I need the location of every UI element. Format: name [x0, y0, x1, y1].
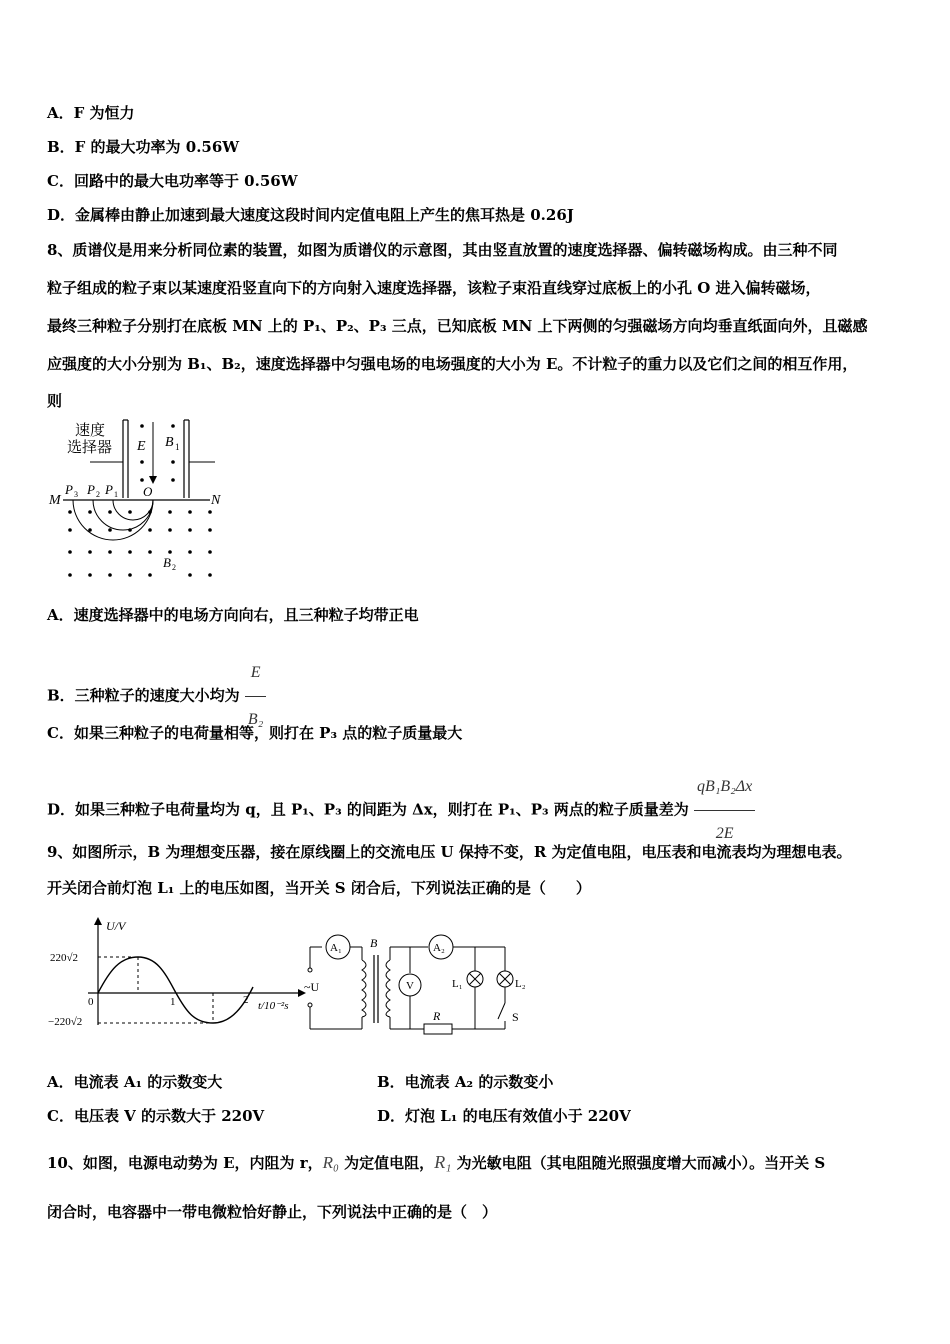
fig-P1-label: P — [105, 482, 113, 497]
fig-B1-sub: 1 — [175, 442, 180, 452]
q10-stem-line1 — [47, 1150, 825, 1175]
q9-option-c: C．电压表 V 的示数大于 220V — [47, 1107, 265, 1125]
graph-tick2-label: 2 — [243, 994, 249, 1006]
fig-O-label: O — [143, 484, 153, 499]
fig-E-label: E — [137, 439, 146, 454]
fraction-numerator: qB₁B₂Δx — [694, 764, 755, 811]
q10-text-3: 为光敏电阻（其电阻随光照强度增大而减小）。当开关 S — [451, 1154, 826, 1172]
q9-option-a: A．电流表 A₁ 的示数变大 — [47, 1073, 223, 1091]
fig-M-label: M — [49, 493, 61, 508]
q10-stem-line2: 闭合时，电容器中一带电微粒恰好静止，下列说法中正确的是（ ） — [47, 1203, 498, 1221]
graph-origin-label: 0 — [88, 996, 94, 1008]
fig-P2-sub: 2 — [96, 490, 100, 499]
q8-stem-line1: 8、质谱仪是用来分析同位素的装置，如图为质谱仪的示意图，其由竖直放置的速度选择器、偏转磁场构成。由三种不同 — [47, 241, 838, 259]
q9-option-d: D．灯泡 L₁ 的电压有效值小于 220V — [377, 1107, 631, 1125]
graph-tick1-label: 1 — [170, 996, 176, 1008]
q8-stem-line5: 则 — [47, 392, 63, 410]
voltage-time-graph — [48, 915, 308, 1035]
q10-text-2: 为定值电阻， — [338, 1154, 435, 1172]
transformer-circuit — [300, 925, 540, 1040]
circuit-U-label: ~U — [304, 980, 320, 994]
fig-label-selector: 选择器 — [67, 440, 113, 456]
circuit-L1-label: L₁ — [452, 978, 463, 990]
graph-xlabel: t/10⁻²s — [258, 1000, 289, 1012]
q7-option-d: D．金属棒由静止加速到最大速度这段时间内定值电阻上产生的焦耳热是 0.26J — [47, 206, 574, 224]
circuit-A2-label: A₂ — [433, 942, 445, 954]
sine-curve — [98, 957, 253, 1023]
fig-label-speed: 速度 — [75, 423, 106, 439]
q7-option-b: B．F 的最大功率为 0.56W — [47, 138, 240, 156]
q7-option-a: A．F 为恒力 — [47, 104, 135, 122]
circuit-L2-label: L₂ — [515, 978, 526, 990]
circuit-S-label: S — [512, 1010, 519, 1024]
q8-stem-line2: 粒子组成的粒子束以某速度沿竖直向下的方向射入速度选择器，该粒子束沿直线穿过底板上的小孔 O 进入偏转磁场， — [47, 279, 821, 297]
q8-option-d-text: D．如果三种粒子电荷量均为 q，且 P₁、P₃ 的间距为 Δx，则打在 P₁、P₃ 两点的粒子质量差为 — [47, 800, 689, 819]
fraction-numerator: E — [245, 650, 266, 697]
fig-B1-label: B — [165, 435, 174, 450]
q8-stem-line4: 应强度的大小分别为 B₁、B₂，速度选择器中匀强电场的电场强度的大小为 E。不计粒子的重力以及它们之间的相互作用， — [47, 355, 858, 373]
q9-option-b: B．电流表 A₂ 的示数变小 — [377, 1073, 554, 1091]
graph-ylabel: U/V — [106, 919, 126, 933]
q8-option-c: C．如果三种粒子的电荷量相等，则打在 P₃ 点的粒子质量最大 — [47, 724, 463, 742]
fraction-denominator: 2E — [715, 825, 734, 842]
q8-option-b-text: B．三种粒子的速度大小均为 — [47, 686, 240, 705]
graph-ymax-label: 220√2 — [50, 952, 79, 964]
q8-option-a: A．速度选择器中的电场方向向右，且三种粒子均带正电 — [47, 606, 419, 624]
q9-stem-line2: 开关闭合前灯泡 L₁ 上的电压如图，当开关 S 闭合后，下列说法正确的是（ ） — [47, 879, 591, 897]
q8-stem-line3: 最终三种粒子分别打在底板 MN 上的 P₁、P₂、P₃ 三点，已知底板 MN 上下两侧的匀强磁场方向均垂直纸面向外，且磁感 — [47, 317, 868, 335]
circuit-B-label: B — [370, 936, 378, 950]
fraction-denominator: B₂ — [247, 711, 264, 728]
fig-N-label: N — [211, 493, 221, 508]
q10-R0-symbol: R₀ — [322, 1153, 339, 1172]
q7-option-c: C．回路中的最大电功率等于 0.56W — [47, 172, 298, 190]
circuit-V-label: V — [406, 980, 414, 992]
graph-ymin-label: −220√2 — [48, 1016, 83, 1028]
q10-text-1: 10、如图，电源电动势为 E，内阻为 r， — [47, 1154, 323, 1172]
q9-stem-line1: 9、如图所示，B 为理想变压器，接在原线圈上的交流电压 U 保持不变，R 为定值电阻，电压表和电流表均为理想电表。 — [47, 843, 852, 861]
fig-B2-sub: 2 — [172, 563, 176, 572]
fig-P1-sub: 1 — [114, 490, 118, 499]
q10-R1-symbol: R₁ — [434, 1152, 452, 1172]
fig-P3-label: P — [65, 482, 73, 497]
fig-P3-sub: 3 — [74, 490, 78, 499]
fig-P2-label: P — [87, 482, 95, 497]
circuit-R-label: R — [433, 1009, 441, 1023]
circuit-A1-label: A₁ — [330, 942, 342, 954]
fig-B2-label: B — [163, 555, 171, 570]
mass-spectrometer-figure — [45, 412, 235, 587]
